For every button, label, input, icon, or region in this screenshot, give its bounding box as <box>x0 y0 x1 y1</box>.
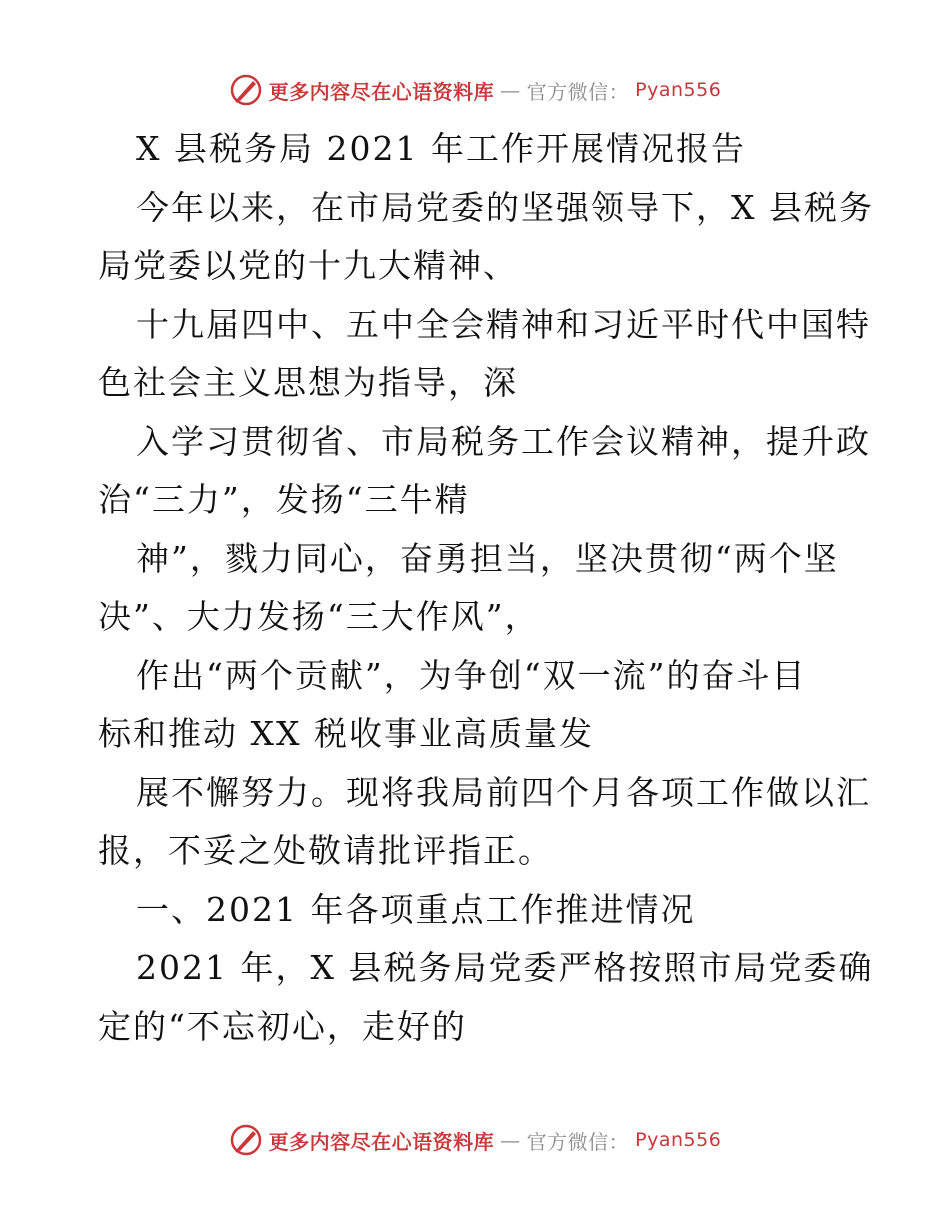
watermark-label: 官方微信： <box>526 1129 630 1154</box>
document-body <box>98 120 874 1056</box>
text-line: 2021 年，X 县税务局党委严格按照市局党委确 <box>136 948 874 987</box>
text-line: 决”、大力发扬“三大作风”， <box>98 597 540 636</box>
text-line: 一、2021 年各项重点工作推进情况 <box>136 889 696 929</box>
watermark-dash: — <box>500 1128 521 1152</box>
text-line: 治“三力”，发扬“三牛精 <box>98 480 470 519</box>
watermark-brand-text: 更多内容尽在心语资料库 <box>268 1129 495 1154</box>
text-line: 今年以来，在市局党委的坚强领导下，X 县税务 <box>136 187 874 227</box>
text-line: 标和推动 XX 税收事业高质量发 <box>98 714 594 753</box>
watermark-brand-text: 更多内容尽在心语资料库 <box>268 79 495 104</box>
watermark-label: 官方微信： <box>526 79 630 104</box>
header-watermark <box>0 70 950 110</box>
quill-logo-icon <box>229 1123 263 1157</box>
footer-watermark <box>0 1120 950 1160</box>
watermark-account: Pyan556 <box>635 79 722 101</box>
text-line: 十九届四中、五中全会精神和习近平时代中国特 <box>136 304 871 344</box>
text-line: 神”，戮力同心，奋勇担当，坚决贯彻“两个坚 <box>136 538 839 578</box>
watermark-dash: — <box>500 78 521 102</box>
watermark-account: Pyan556 <box>635 1129 722 1151</box>
text-line: 作出“两个贡献”，为争创“双一流”的奋斗目 <box>136 655 807 695</box>
text-line: 报，不妥之处敬请批评指正。 <box>98 831 553 870</box>
quill-logo-icon <box>229 73 263 107</box>
text-line: 展不懈努力。现将我局前四个月各项工作做以汇 <box>136 772 871 812</box>
text-line: 局党委以党的十九大精神、 <box>98 246 518 285</box>
text-line: 色社会主义思想为指导，深 <box>98 363 518 402</box>
text-line: 入学习贯彻省、市局税务工作会议精神，提升政 <box>136 421 871 461</box>
text-line: X 县税务局 2021 年工作开展情况报告 <box>136 129 746 168</box>
text-line: 定的“不忘初心，走好的 <box>98 1006 467 1046</box>
